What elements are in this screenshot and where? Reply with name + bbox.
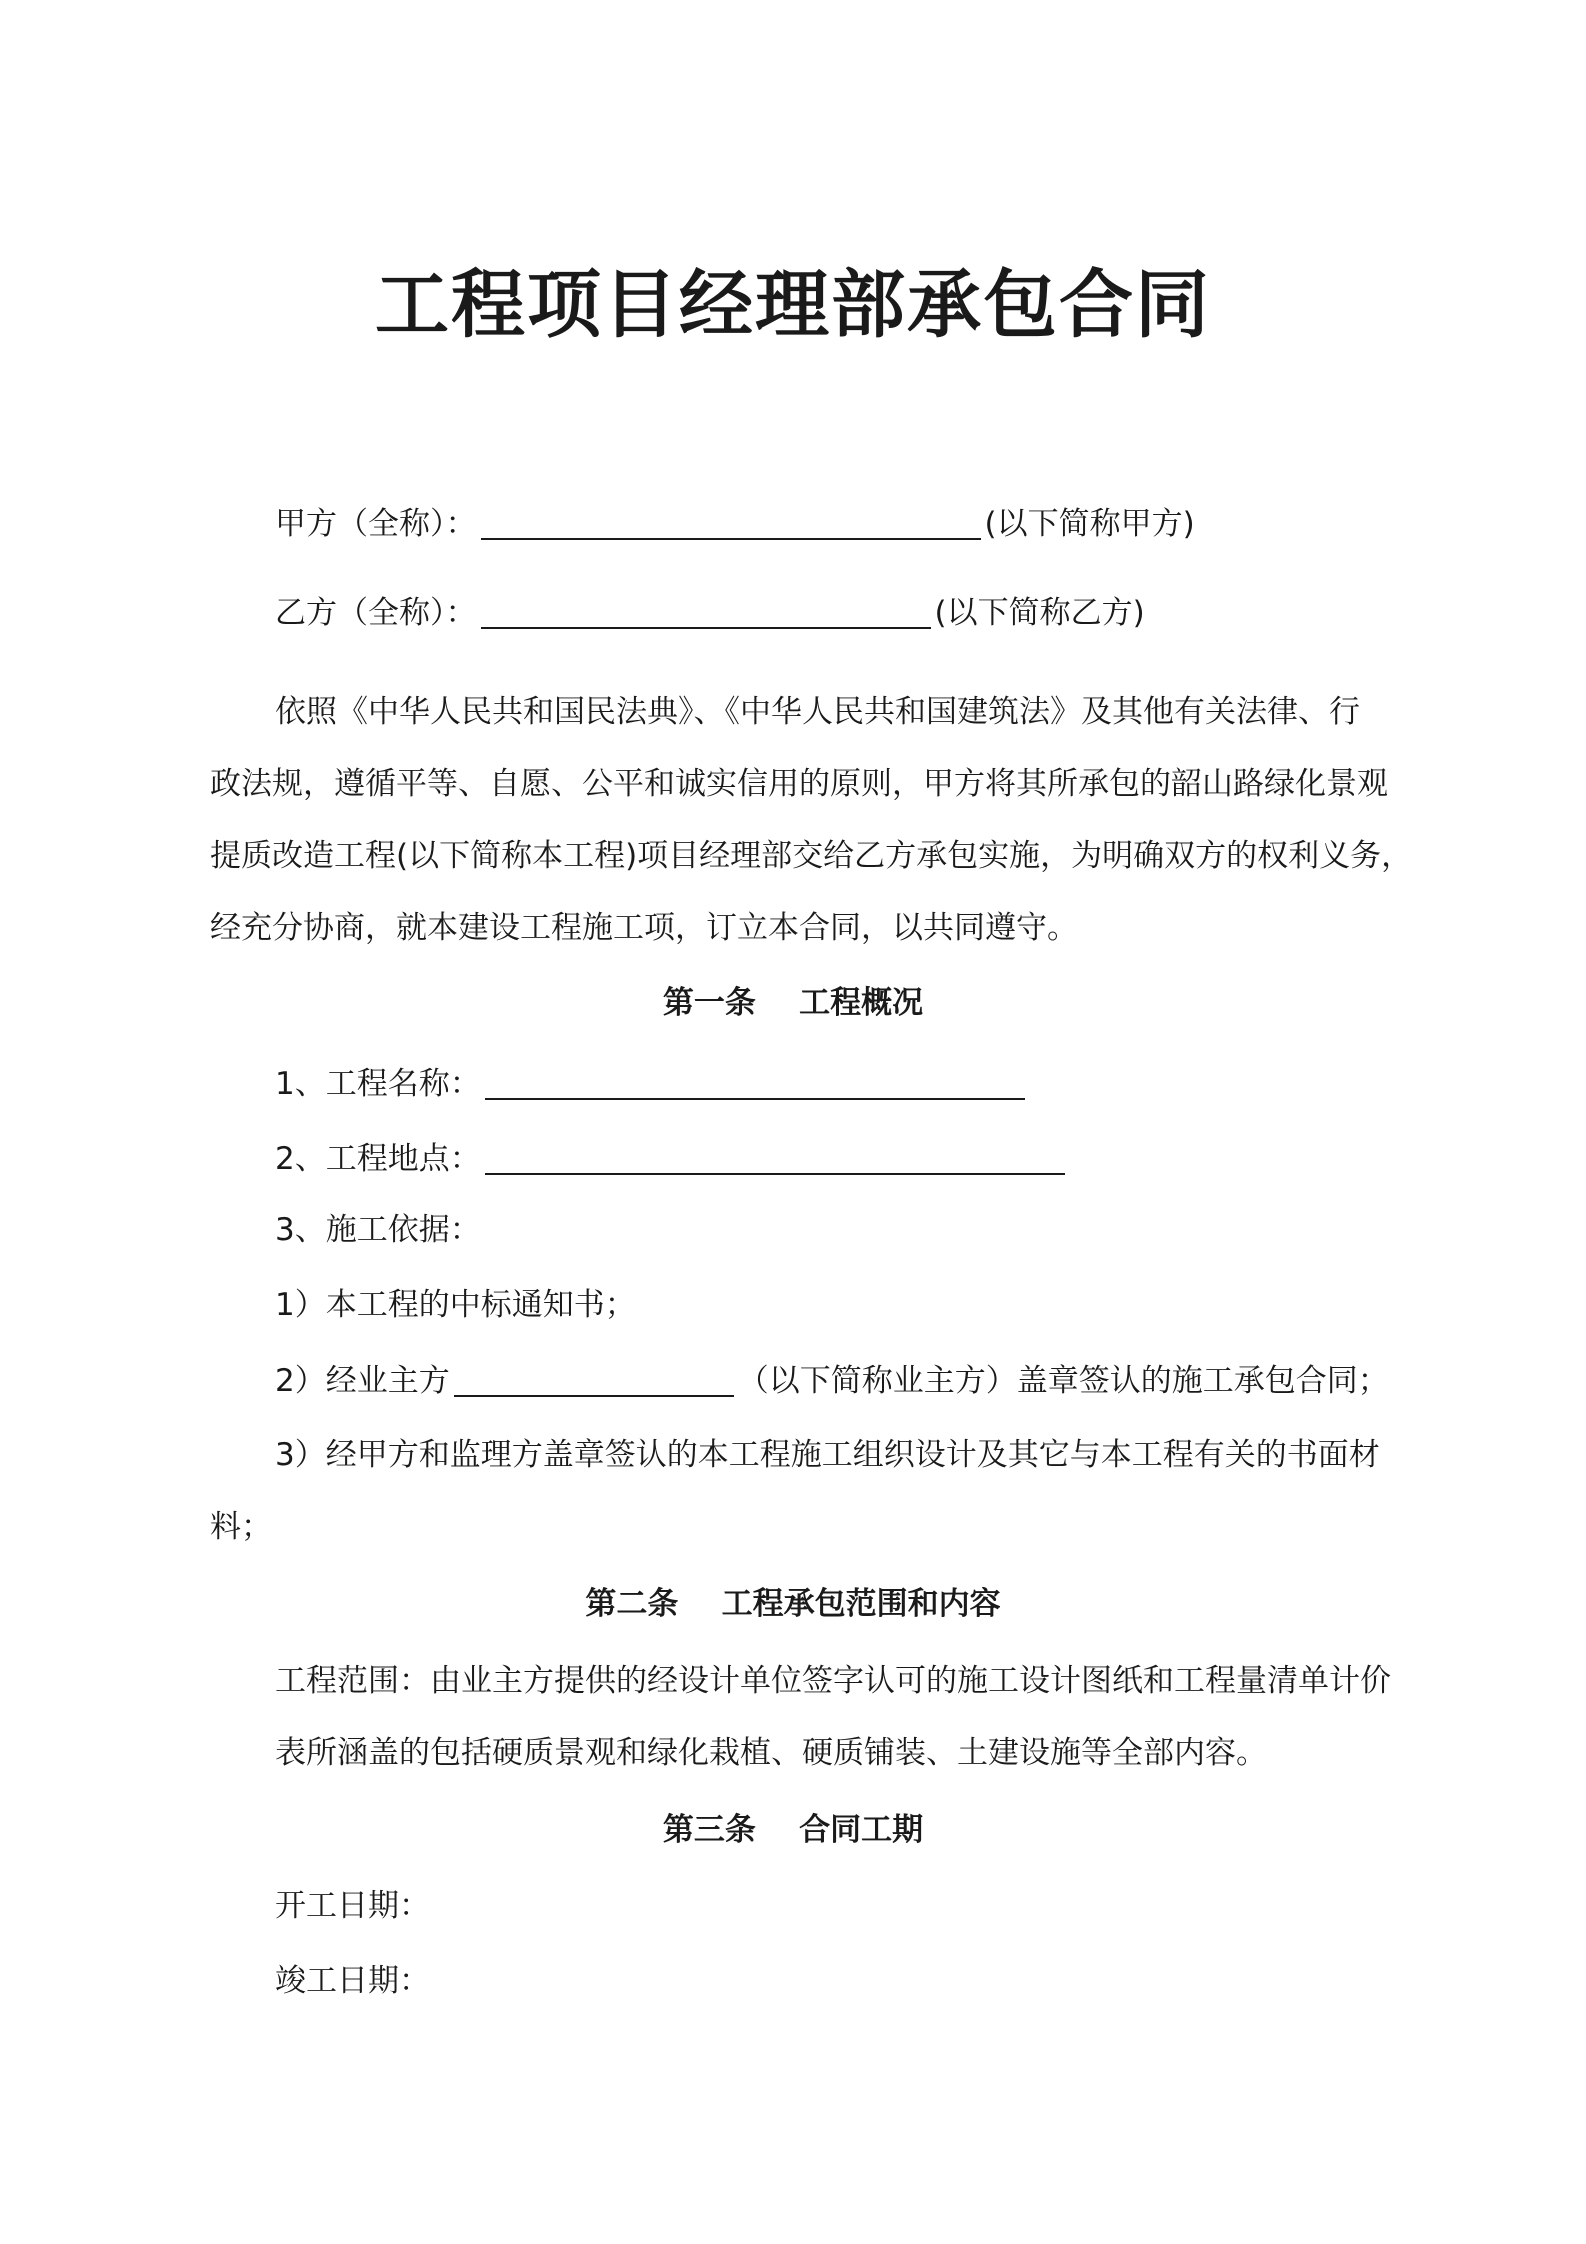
basis-item-2-prefix: 2）经业主方 xyxy=(275,1363,450,1399)
basis-item-3-line-1: 3）经甲方和监理方盖章签认的本工程施工组织设计及其它与本工程有关的书面材 xyxy=(275,1437,1380,1473)
party-a-suffix: (以下简称甲方) xyxy=(984,506,1195,542)
party-b-name-blank xyxy=(481,597,931,629)
project-name-blank xyxy=(485,1068,1025,1100)
construction-basis-label: 3、施工依据： xyxy=(275,1212,481,1248)
party-a-name-blank xyxy=(481,508,981,540)
start-date-label: 开工日期： xyxy=(275,1888,430,1924)
article-2-heading: 第二条 工程承包范围和内容 xyxy=(585,1586,1001,1622)
preamble-line-2: 政法规，遵循平等、自愿、公平和诚实信用的原则，甲方将其所承包的韶山路绿化景观 xyxy=(210,766,1388,802)
project-site-line xyxy=(275,1143,1069,1175)
document-title: 工程项目经理部承包合同 xyxy=(375,262,1211,348)
scope-line-2: 表所涵盖的包括硬质景观和绿化栽植、硬质铺装、土建设施等全部内容。 xyxy=(275,1735,1267,1771)
preamble-line-4: 经充分协商，就本建设工程施工项，订立本合同，以共同遵守。 xyxy=(210,910,1078,946)
project-site-blank xyxy=(485,1143,1065,1175)
party-b-line xyxy=(275,597,1145,629)
party-a-label: 甲方（全称）： xyxy=(275,506,477,542)
basis-item-3-line-2: 料； xyxy=(210,1509,272,1545)
project-site-label: 2、工程地点： xyxy=(275,1141,481,1177)
project-name-label: 1、工程名称： xyxy=(275,1066,481,1102)
basis-item-1: 1）本工程的中标通知书； xyxy=(275,1287,636,1323)
article-3-heading: 第三条 合同工期 xyxy=(662,1812,924,1848)
party-b-suffix: (以下简称乙方) xyxy=(934,595,1145,631)
owner-name-blank xyxy=(454,1365,734,1397)
party-a-line xyxy=(275,508,1195,540)
article-1-heading: 第一条 工程概况 xyxy=(662,985,924,1021)
preamble-line-3: 提质改造工程(以下简称本工程)项目经理部交给乙方承包实施，为明确双方的权利义务， xyxy=(210,838,1413,874)
party-b-label: 乙方（全称）： xyxy=(275,595,477,631)
preamble-line-1: 依照《中华人民共和国民法典》、《中华人民共和国建筑法》及其他有关法律、行 xyxy=(275,694,1360,730)
basis-item-2 xyxy=(275,1365,1389,1397)
basis-item-2-suffix: （以下简称业主方）盖章签认的施工承包合同； xyxy=(737,1363,1389,1399)
completion-date-label: 竣工日期： xyxy=(275,1963,430,1999)
project-name-line xyxy=(275,1068,1029,1100)
scope-line-1: 工程范围：由业主方提供的经设计单位签字认可的施工设计图纸和工程量清单计价 xyxy=(275,1663,1391,1699)
